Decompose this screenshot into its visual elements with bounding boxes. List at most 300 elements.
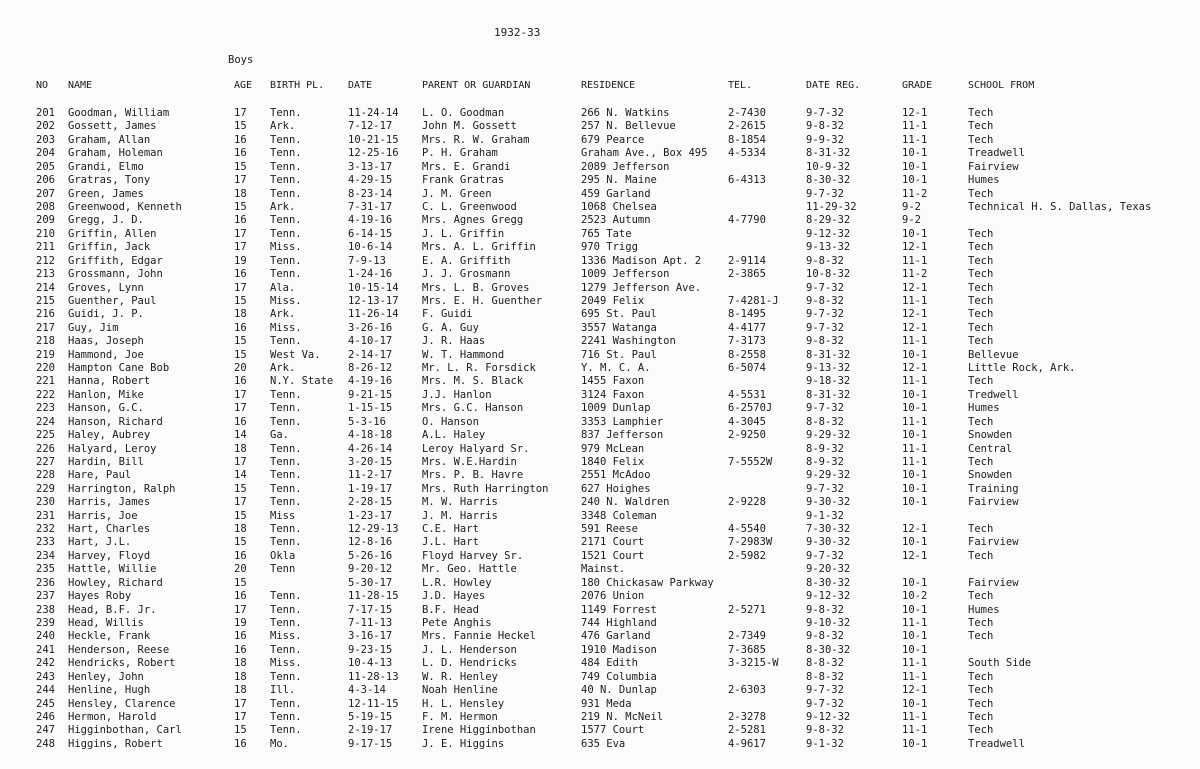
cell-birth-place: Tenn. <box>270 643 302 656</box>
cell-student-name: Green, James <box>68 187 144 200</box>
cell-school-from: Tech <box>968 294 994 307</box>
cell-parent-guardian: W. T. Hammond <box>422 348 505 361</box>
cell-record-number: 240 <box>36 630 55 643</box>
cell-school-from: Tech <box>968 670 994 683</box>
cell-school-from: Tech <box>968 254 994 267</box>
cell-parent-guardian: M. W. Harris <box>422 496 498 509</box>
cell-school-from: Tredwell <box>968 388 1019 401</box>
cell-birth-date: 4-26-14 <box>348 442 393 455</box>
cell-age: 20 <box>234 362 247 374</box>
column-header-age: AGE <box>234 80 253 91</box>
table-row <box>0 724 1200 737</box>
table-row <box>0 295 1200 308</box>
cell-date-registered: 8-9-32 <box>806 455 844 468</box>
cell-parent-guardian: Mrs. L. B. Groves <box>422 281 530 294</box>
cell-birth-date: 12-11-15 <box>348 697 399 710</box>
cell-parent-guardian: G. A. Guy <box>422 321 479 334</box>
cell-record-number: 217 <box>36 321 55 334</box>
cell-school-from: Tech <box>968 107 994 119</box>
cell-school-from: Tech <box>968 630 994 643</box>
cell-record-number: 241 <box>36 643 55 656</box>
cell-residence: 459 Garland <box>581 187 651 200</box>
cell-school-from: Snowden <box>968 429 1013 442</box>
cell-school-from: Tech <box>968 617 994 629</box>
cell-student-name: Goodman, William <box>68 107 170 119</box>
cell-age: 15 <box>234 335 247 348</box>
cell-record-number: 222 <box>36 388 55 401</box>
cell-grade: 12-1 <box>902 241 928 254</box>
cell-age: 15 <box>234 294 247 307</box>
table-row <box>0 201 1200 214</box>
cell-birth-date: 1-24-16 <box>348 268 393 280</box>
cell-birth-date: 11-24-14 <box>348 107 399 119</box>
cell-student-name: Henline, Hugh <box>68 684 151 697</box>
cell-school-from: Treadwell <box>968 737 1025 750</box>
cell-age: 16 <box>234 147 247 160</box>
cell-telephone: 2-7430 <box>728 107 766 119</box>
cell-date-registered: 8-30-32 <box>806 643 851 656</box>
cell-birth-date: 5-26-16 <box>348 549 393 562</box>
cell-age: 16 <box>234 214 247 227</box>
cell-record-number: 243 <box>36 670 55 683</box>
cell-date-registered: 9-29-32 <box>806 469 851 482</box>
cell-residence: 744 Highland <box>581 617 657 629</box>
cell-birth-date: 4-19-16 <box>348 214 393 227</box>
cell-residence: 3557 Watanga <box>581 321 657 334</box>
cell-school-from: Training <box>968 482 1019 495</box>
cell-telephone: 2-9228 <box>728 496 766 509</box>
cell-parent-guardian: J. L. Griffin <box>422 227 505 240</box>
cell-student-name: Grandi, Elmo <box>68 160 144 173</box>
cell-birth-date: 3-13-17 <box>348 160 393 173</box>
cell-birth-date: 9-17-15 <box>348 737 393 750</box>
cell-residence: 695 St. Paul <box>581 308 657 321</box>
cell-parent-guardian: Mrs. W.E.Hardin <box>422 455 517 468</box>
cell-age: 16 <box>234 321 247 334</box>
cell-student-name: Griffith, Edgar <box>68 254 163 267</box>
table-row <box>0 362 1200 375</box>
table-row <box>0 617 1200 630</box>
cell-grade: 11-1 <box>902 294 928 307</box>
cell-birth-place: Tenn. <box>270 214 302 227</box>
cell-residence: 1009 Jefferson <box>581 268 670 280</box>
cell-record-number: 242 <box>36 657 55 670</box>
cell-age: 20 <box>234 563 247 576</box>
cell-date-registered: 9-29-32 <box>806 429 851 442</box>
cell-birth-date: 2-28-15 <box>348 496 393 509</box>
cell-birth-place: Tenn. <box>270 670 302 683</box>
table-row <box>0 255 1200 268</box>
cell-parent-guardian: Leroy Halyard Sr. <box>422 442 530 455</box>
cell-student-name: Hensley, Clarence <box>68 697 176 710</box>
cell-age: 19 <box>234 254 247 267</box>
cell-student-name: Gregg, J. D. <box>68 214 144 227</box>
cell-parent-guardian: Mr. Geo. Hattle <box>422 563 517 576</box>
cell-age: 15 <box>234 120 247 133</box>
cell-record-number: 219 <box>36 348 55 361</box>
cell-birth-date: 9-20-12 <box>348 563 393 576</box>
cell-parent-guardian: Mrs. P. B. Havre <box>422 469 524 482</box>
cell-age: 16 <box>234 268 247 280</box>
cell-residence: 627 Hoighes <box>581 482 651 495</box>
column-header-residence: RESIDENCE <box>581 80 636 91</box>
table-row <box>0 644 1200 657</box>
cell-birth-date: 4-18-18 <box>348 429 393 442</box>
cell-age: 16 <box>234 643 247 656</box>
cell-grade: 10-1 <box>902 429 928 442</box>
cell-student-name: Hart, J.L. <box>68 536 132 549</box>
cell-birth-place: Tenn <box>270 563 296 576</box>
cell-residence: 2076 Union <box>581 590 645 603</box>
cell-student-name: Hanna, Robert <box>68 375 151 388</box>
cell-age: 15 <box>234 200 247 213</box>
column-header-date-registered: DATE REG. <box>806 80 861 91</box>
cell-grade: 11-1 <box>902 455 928 468</box>
cell-residence: 2523 Autumn <box>581 214 651 227</box>
cell-birth-date: 8-26-12 <box>348 362 393 374</box>
cell-birth-place: Tenn. <box>270 147 302 160</box>
cell-record-number: 236 <box>36 576 55 589</box>
cell-date-registered: 9-13-32 <box>806 362 851 374</box>
cell-school-from: Tech <box>968 120 994 133</box>
table-row <box>0 604 1200 617</box>
cell-date-registered: 9-1-32 <box>806 737 844 750</box>
cell-record-number: 225 <box>36 429 55 442</box>
table-row <box>0 268 1200 281</box>
cell-parent-guardian: Noah Henline <box>422 684 498 697</box>
cell-school-from: Humes <box>968 174 1000 187</box>
cell-birth-place: Miss. <box>270 294 302 307</box>
cell-age: 17 <box>234 241 247 254</box>
cell-student-name: Hanson, Richard <box>68 415 163 428</box>
cell-grade: 11-1 <box>902 710 928 723</box>
cell-birth-place: Miss <box>270 509 296 522</box>
cell-grade: 11-1 <box>902 657 928 670</box>
cell-school-from: Snowden <box>968 469 1013 482</box>
cell-grade: 10-1 <box>902 697 928 710</box>
cell-student-name: Hattle, Willie <box>68 563 157 576</box>
cell-parent-guardian: J. R. Haas <box>422 335 486 348</box>
cell-parent-guardian: Mrs. A. L. Griffin <box>422 241 536 254</box>
cell-birth-date: 10-15-14 <box>348 281 399 294</box>
cell-birth-place: Tenn. <box>270 227 302 240</box>
cell-birth-place: Ark. <box>270 362 296 374</box>
cell-grade: 12-1 <box>902 281 928 294</box>
cell-age: 17 <box>234 710 247 723</box>
cell-residence: 1840 Felix <box>581 455 645 468</box>
cell-residence: 679 Pearce <box>581 133 645 146</box>
cell-residence: 1068 Chelsea <box>581 200 657 213</box>
cell-date-registered: 10-9-32 <box>806 160 851 173</box>
cell-record-number: 220 <box>36 362 55 374</box>
cell-residence: 476 Garland <box>581 630 651 643</box>
cell-birth-date: 3-16-17 <box>348 630 393 643</box>
cell-parent-guardian: Mr. L. R. Forsdick <box>422 362 536 374</box>
cell-birth-date: 4-29-15 <box>348 174 393 187</box>
cell-date-registered: 9-8-32 <box>806 335 844 348</box>
table-row <box>0 456 1200 469</box>
cell-grade: 10-1 <box>902 630 928 643</box>
cell-telephone: 3-3215-W <box>728 657 779 670</box>
cell-student-name: Heckle, Frank <box>68 630 151 643</box>
cell-school-from: Tech <box>968 268 994 280</box>
cell-birth-date: 7-11-13 <box>348 617 393 629</box>
cell-residence: 931 Meda <box>581 697 632 710</box>
table-row <box>0 496 1200 509</box>
cell-parent-guardian: Mrs. Agnes Gregg <box>422 214 524 227</box>
cell-residence: 1149 Forrest <box>581 603 657 616</box>
cell-parent-guardian: L.R. Howley <box>422 576 492 589</box>
table-row <box>0 375 1200 388</box>
cell-grade: 12-1 <box>902 107 928 119</box>
cell-birth-date: 7-12-17 <box>348 120 393 133</box>
cell-grade: 11-1 <box>902 415 928 428</box>
cell-school-from: Central <box>968 442 1013 455</box>
cell-age: 17 <box>234 174 247 187</box>
cell-parent-guardian: Mrs. G.C. Hanson <box>422 402 524 415</box>
cell-grade: 9-2 <box>902 200 921 213</box>
cell-age: 17 <box>234 697 247 710</box>
cell-grade: 10-1 <box>902 402 928 415</box>
cell-grade: 10-1 <box>902 227 928 240</box>
column-header-student-name: NAME <box>68 80 93 91</box>
cell-grade: 11-1 <box>902 254 928 267</box>
cell-birth-place: Tenn. <box>270 160 302 173</box>
table-row <box>0 657 1200 670</box>
cell-school-from: Tech <box>968 710 994 723</box>
cell-birth-place: Tenn. <box>270 496 302 509</box>
cell-parent-guardian: J.L. Hart <box>422 536 479 549</box>
cell-residence: 591 Reese <box>581 523 638 535</box>
cell-date-registered: 10-8-32 <box>806 268 851 280</box>
table-row <box>0 147 1200 160</box>
cell-grade: 11-2 <box>902 187 928 200</box>
cell-residence: 219 N. McNeil <box>581 710 664 723</box>
table-row <box>0 120 1200 133</box>
cell-grade: 10-1 <box>902 388 928 401</box>
cell-record-number: 245 <box>36 697 55 710</box>
cell-residence: 3348 Coleman <box>581 509 657 522</box>
cell-record-number: 246 <box>36 710 55 723</box>
cell-student-name: Grossmann, John <box>68 268 163 280</box>
cell-residence: 484 Edith <box>581 657 638 670</box>
cell-birth-place: Tenn. <box>270 388 302 401</box>
cell-date-registered: 9-20-32 <box>806 563 851 576</box>
cell-birth-date: 10-21-15 <box>348 133 399 146</box>
cell-parent-guardian: C.E. Hart <box>422 523 479 535</box>
cell-age: 15 <box>234 160 247 173</box>
cell-age: 16 <box>234 133 247 146</box>
cell-age: 14 <box>234 429 247 442</box>
cell-record-number: 209 <box>36 214 55 227</box>
cell-date-registered: 9-8-32 <box>806 120 844 133</box>
cell-residence: 2171 Court <box>581 536 645 549</box>
cell-date-registered: 7-30-32 <box>806 523 851 535</box>
cell-birth-place: Tenn. <box>270 482 302 495</box>
cell-birth-place: Tenn. <box>270 724 302 737</box>
cell-grade: 10-1 <box>902 643 928 656</box>
cell-birth-date: 11-26-14 <box>348 308 399 321</box>
table-row <box>0 308 1200 321</box>
cell-record-number: 213 <box>36 268 55 280</box>
table-row <box>0 536 1200 549</box>
cell-telephone: 2-5281 <box>728 724 766 737</box>
cell-residence: 2551 McAdoo <box>581 469 651 482</box>
cell-school-from: Bellevue <box>968 348 1019 361</box>
cell-telephone: 2-9250 <box>728 429 766 442</box>
cell-record-number: 223 <box>36 402 55 415</box>
cell-birth-place: Tenn. <box>270 174 302 187</box>
cell-date-registered: 9-18-32 <box>806 375 851 388</box>
cell-birth-place: Tenn. <box>270 455 302 468</box>
cell-birth-date: 10-6-14 <box>348 241 393 254</box>
cell-date-registered: 9-7-32 <box>806 684 844 697</box>
cell-student-name: Graham, Allan <box>68 133 151 146</box>
cell-record-number: 215 <box>36 294 55 307</box>
cell-student-name: Higginbothan, Carl <box>68 724 182 737</box>
cell-record-number: 202 <box>36 120 55 133</box>
cell-birth-date: 4-3-14 <box>348 684 386 697</box>
table-row <box>0 671 1200 684</box>
cell-residence: 2049 Felix <box>581 294 645 307</box>
cell-parent-guardian: J.J. Hanlon <box>422 388 492 401</box>
cell-date-registered: 9-7-32 <box>806 107 844 119</box>
cell-student-name: Guidi, J. P. <box>68 308 144 321</box>
cell-birth-place: Miss. <box>270 321 302 334</box>
cell-parent-guardian: Pete Anghis <box>422 617 492 629</box>
cell-birth-place: Tenn. <box>270 268 302 280</box>
cell-parent-guardian: E. A. Griffith <box>422 254 511 267</box>
cell-parent-guardian: F. M. Hermon <box>422 710 498 723</box>
cell-record-number: 229 <box>36 482 55 495</box>
cell-parent-guardian: Mrs. E. H. Guenther <box>422 294 543 307</box>
cell-residence: Mainst. <box>581 563 626 576</box>
cell-birth-date: 1-23-17 <box>348 509 393 522</box>
cell-record-number: 207 <box>36 187 55 200</box>
cell-school-from: Tech <box>968 241 994 254</box>
cell-grade: 12-1 <box>902 308 928 321</box>
cell-student-name: Hart, Charles <box>68 523 151 535</box>
cell-parent-guardian: P. H. Graham <box>422 147 498 160</box>
cell-school-from: Little Rock, Ark. <box>968 362 1076 374</box>
cell-parent-guardian: J. L. Henderson <box>422 643 517 656</box>
cell-record-number: 224 <box>36 415 55 428</box>
cell-birth-date: 11-28-13 <box>348 670 399 683</box>
cell-date-registered: 8-31-32 <box>806 348 851 361</box>
cell-student-name: Haas, Joseph <box>68 335 144 348</box>
table-row <box>0 402 1200 415</box>
cell-birth-place: Ark. <box>270 120 296 133</box>
cell-birth-date: 6-14-15 <box>348 227 393 240</box>
column-header-birth-date: DATE <box>348 80 373 91</box>
table-row <box>0 550 1200 563</box>
cell-school-from: Tech <box>968 697 994 710</box>
cell-age: 17 <box>234 603 247 616</box>
cell-school-from: Tech <box>968 375 994 388</box>
table-row <box>0 134 1200 147</box>
table-row <box>0 228 1200 241</box>
cell-grade: 12-1 <box>902 549 928 562</box>
table-row <box>0 510 1200 523</box>
cell-birth-date: 5-30-17 <box>348 576 393 589</box>
cell-grade: 10-1 <box>902 174 928 187</box>
cell-parent-guardian: O. Hanson <box>422 415 479 428</box>
cell-telephone: 7-4281-J <box>728 294 779 307</box>
cell-school-from: Fairview <box>968 536 1019 549</box>
cell-grade: 11-2 <box>902 268 928 280</box>
cell-date-registered: 9-12-32 <box>806 227 851 240</box>
cell-student-name: Hare, Paul <box>68 469 132 482</box>
cell-telephone: 2-6303 <box>728 684 766 697</box>
cell-grade: 11-1 <box>902 335 928 348</box>
cell-residence: 1455 Faxon <box>581 375 645 388</box>
cell-record-number: 233 <box>36 536 55 549</box>
table-row <box>0 174 1200 187</box>
column-header-birth-place: BIRTH PL. <box>270 80 325 91</box>
cell-telephone: 4-9617 <box>728 737 766 750</box>
table-row <box>0 335 1200 348</box>
cell-record-number: 212 <box>36 254 55 267</box>
table-row <box>0 590 1200 603</box>
table-row <box>0 684 1200 697</box>
cell-student-name: Hampton Cane Bob <box>68 362 170 374</box>
cell-birth-place: Miss. <box>270 241 302 254</box>
cell-residence: 180 Chickasaw Parkway <box>581 576 714 589</box>
cell-birth-date: 7-31-17 <box>348 200 393 213</box>
cell-birth-place: West Va. <box>270 348 321 361</box>
cell-student-name: Hanson, G.C. <box>68 402 144 415</box>
cell-birth-date: 2-14-17 <box>348 348 393 361</box>
cell-age: 18 <box>234 442 247 455</box>
table-row <box>0 711 1200 724</box>
cell-age: 14 <box>234 469 247 482</box>
cell-residence: 257 N. Bellevue <box>581 120 676 133</box>
cell-parent-guardian: A.L. Haley <box>422 429 486 442</box>
cell-school-from: Tech <box>968 227 994 240</box>
cell-date-registered: 9-9-32 <box>806 133 844 146</box>
cell-date-registered: 9-7-32 <box>806 482 844 495</box>
cell-date-registered: 9-7-32 <box>806 402 844 415</box>
table-row <box>0 738 1200 751</box>
table-row <box>0 630 1200 643</box>
cell-telephone: 4-3045 <box>728 415 766 428</box>
cell-record-number: 237 <box>36 590 55 603</box>
cell-date-registered: 8-8-32 <box>806 670 844 683</box>
cell-grade: 11-1 <box>902 133 928 146</box>
cell-record-number: 248 <box>36 737 55 750</box>
cell-date-registered: 9-8-32 <box>806 724 844 737</box>
cell-record-number: 208 <box>36 200 55 213</box>
cell-residence: 749 Columbia <box>581 670 657 683</box>
cell-birth-date: 5-19-15 <box>348 710 393 723</box>
column-header-telephone: TEL. <box>728 80 753 91</box>
cell-record-number: 239 <box>36 617 55 629</box>
cell-student-name: Griffin, Jack <box>68 241 151 254</box>
cell-telephone: 6-4313 <box>728 174 766 187</box>
cell-school-from: Treadwell <box>968 147 1025 160</box>
cell-school-from: Fairview <box>968 160 1019 173</box>
cell-student-name: Hardin, Bill <box>68 455 144 468</box>
cell-grade: 11-1 <box>902 724 928 737</box>
cell-birth-place: Tenn. <box>270 710 302 723</box>
cell-student-name: Harris, Joe <box>68 509 138 522</box>
cell-grade: 11-1 <box>902 617 928 629</box>
cell-student-name: Harvey, Floyd <box>68 549 151 562</box>
cell-birth-date: 12-13-17 <box>348 294 399 307</box>
cell-date-registered: 8-30-32 <box>806 576 851 589</box>
cell-age: 17 <box>234 455 247 468</box>
cell-parent-guardian: L. O. Goodman <box>422 107 505 119</box>
